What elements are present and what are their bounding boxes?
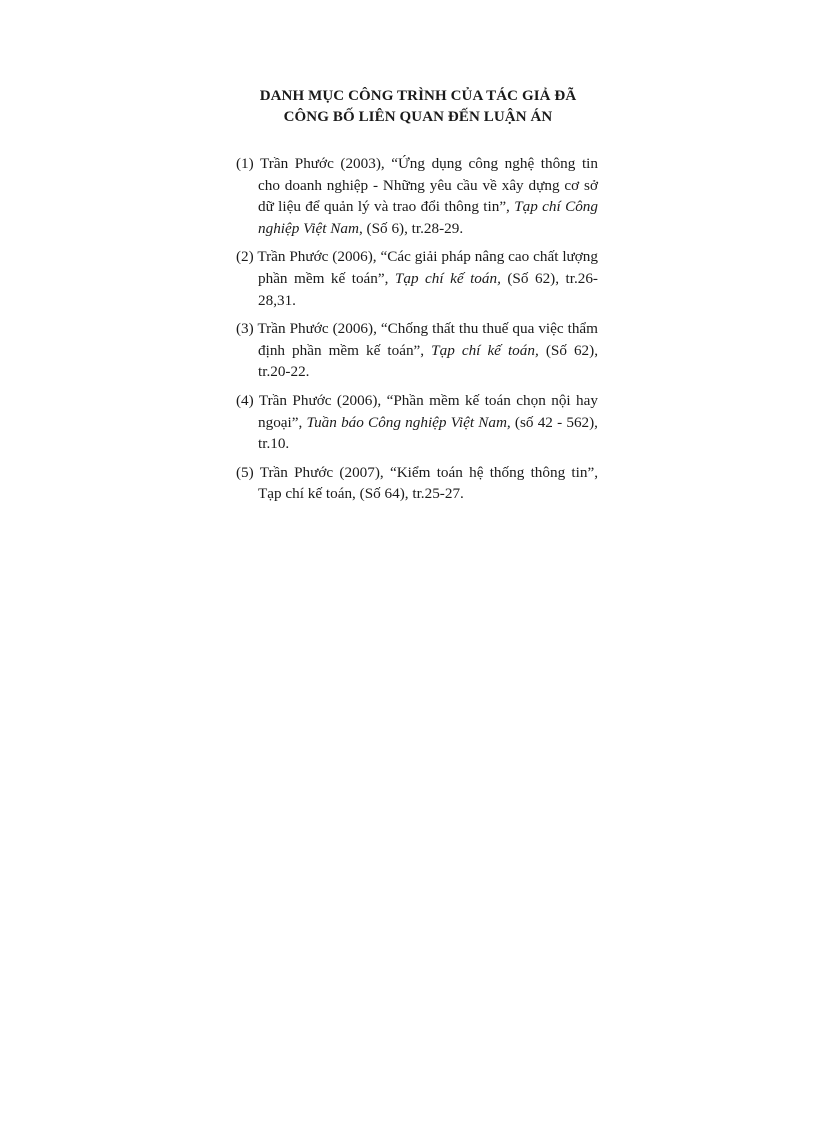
reference-number: (5) — [236, 463, 254, 481]
title-line-2: CÔNG BỐ LIÊN QUAN ĐẾN LUẬN ÁN — [283, 109, 553, 125]
reference-item — [236, 246, 598, 311]
reference-item — [236, 462, 598, 505]
reference-number: (3) — [236, 320, 254, 338]
reference-journal: Tạp chí kế toán, — [394, 269, 501, 287]
page-title — [228, 86, 608, 128]
reference-details: , (Số 6), tr.28-29. — [358, 219, 464, 237]
reference-journal: Tạp chí kế toán, — [431, 341, 539, 359]
reference-text: Trần Phước (2006), “Phần mềm kế toán chọn nội hay ngoại”, — [258, 391, 598, 431]
reference-text: Trần Phước (2006), “Các giải pháp nâng cao chất lượng phần mềm kế toán”, — [257, 248, 598, 287]
reference-details: (số 42 - 562), tr.10. — [258, 413, 598, 453]
reference-list — [236, 153, 598, 512]
reference-item — [236, 318, 598, 383]
reference-details: (Số 62), tr.20-22. — [258, 341, 598, 381]
reference-number: (4) — [236, 391, 254, 409]
reference-item — [236, 153, 598, 239]
reference-journal: Tuần báo Công nghiệp Việt Nam, — [306, 413, 511, 431]
title-line-1: DANH MỤC CÔNG TRÌNH CỦA TÁC GIẢ ĐÃ — [259, 88, 577, 104]
reference-text: Trần Phước (2007), “Kiểm toán hệ thống thông tin”, Tạp chí kế toán, (Số 64), tr.25-27. — [258, 463, 598, 503]
reference-number: (1) — [236, 155, 254, 172]
reference-details: (Số 62), tr.26-28,31. — [258, 269, 598, 309]
reference-item — [236, 390, 598, 455]
reference-journal: Tạp chí Công nghiệp Việt Nam — [258, 198, 598, 237]
reference-text: Trần Phước (2006), “Chống thất thu thuế qua việc thẩm định phần mềm kế toán”, — [257, 320, 598, 359]
reference-text: Trần Phước (2003), “Ứng dụng công nghệ thông tin cho doanh nghiệp - Những yêu cầu về xây dựng cơ sở dữ liệu để quản lý và trao đổi thông tin”, — [258, 155, 598, 216]
reference-number: (2) — [236, 248, 254, 266]
